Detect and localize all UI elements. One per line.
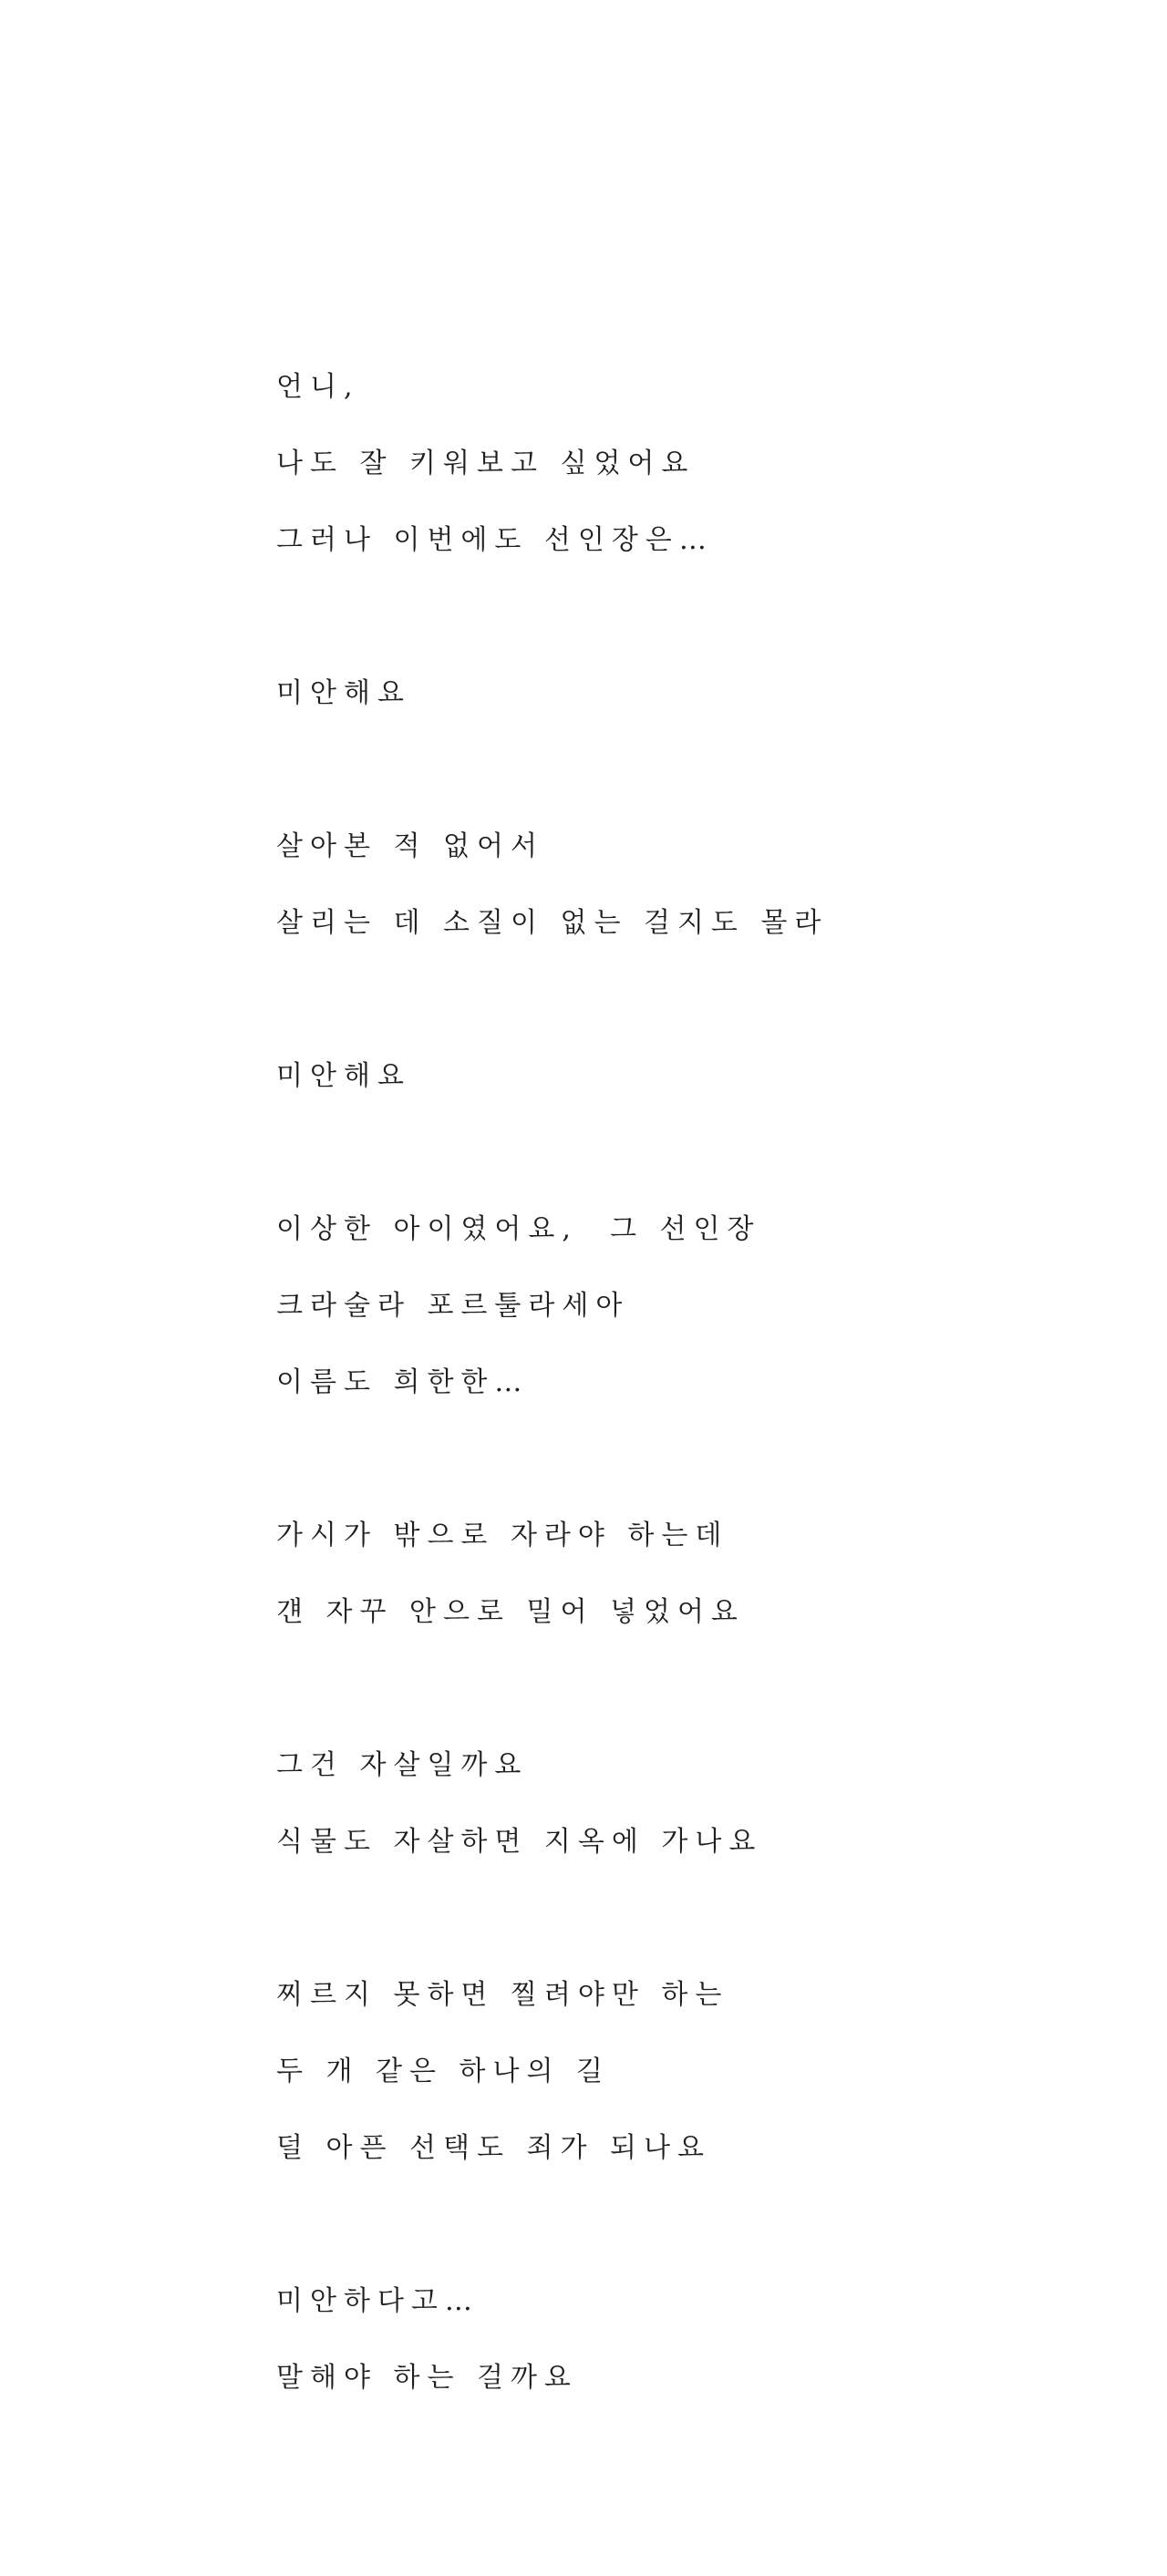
poem-line: 찌르지 못하면 찔려야만 하는: [276, 1979, 729, 2011]
poem: [276, 369, 1097, 2437]
stanza: [276, 829, 1097, 942]
stanza: [276, 1058, 1097, 1095]
poem-line: 그러나 이번에도 선인장은…: [276, 524, 714, 556]
stanza: [276, 1211, 1097, 1401]
stanza-break: [276, 2207, 1097, 2283]
poem-line: 이름도 희한한…: [276, 1366, 530, 1398]
stanza-break: [276, 599, 1097, 675]
poem-line: 언니,: [276, 371, 360, 403]
poem-line: 그건 자살일까요: [276, 1749, 529, 1781]
poem-line: 나도 잘 키워보고 싶었어요: [276, 448, 696, 479]
stanza-break: [276, 1901, 1097, 1977]
poem-line: 식물도 자살하면 지옥에 가나요: [276, 1826, 763, 1858]
poem-line: 두 개 같은 하나의 길: [276, 2056, 610, 2087]
stanza: [276, 369, 1097, 559]
poem-line: 미안해요: [276, 1060, 411, 1092]
stanza: [276, 2283, 1097, 2396]
stanza-break: [276, 1671, 1097, 1747]
poem-line: 덜 아픈 선택도 죄가 되나요: [276, 2132, 711, 2164]
stanza: [276, 1977, 1097, 2167]
stanza: [276, 1747, 1097, 1860]
poem-line: 이상한 아이였어요, 그 선인장: [276, 1213, 761, 1245]
poem-line: 살아본 적 없어서: [276, 830, 544, 862]
stanza-break: [276, 1135, 1097, 1211]
stanza-break: [276, 1441, 1097, 1518]
poem-line: 말해야 하는 걸까요: [276, 2362, 578, 2394]
stanza-break: [276, 752, 1097, 829]
poem-line: 미안해요: [276, 677, 411, 709]
poem-line: 가시가 밖으로 자라야 하는데: [276, 1520, 729, 1551]
stanza: [276, 1518, 1097, 1631]
poem-line: 크라술라 포르툴라세아: [276, 1290, 630, 1322]
stanza: [276, 675, 1097, 712]
poem-line: 미안하다고…: [276, 2285, 480, 2317]
poem-line: 걘 자꾸 안으로 밀어 넣었어요: [276, 1596, 745, 1628]
stanza-break: [276, 982, 1097, 1058]
poem-line: 살리는 데 소질이 없는 걸지도 몰라: [276, 907, 829, 939]
